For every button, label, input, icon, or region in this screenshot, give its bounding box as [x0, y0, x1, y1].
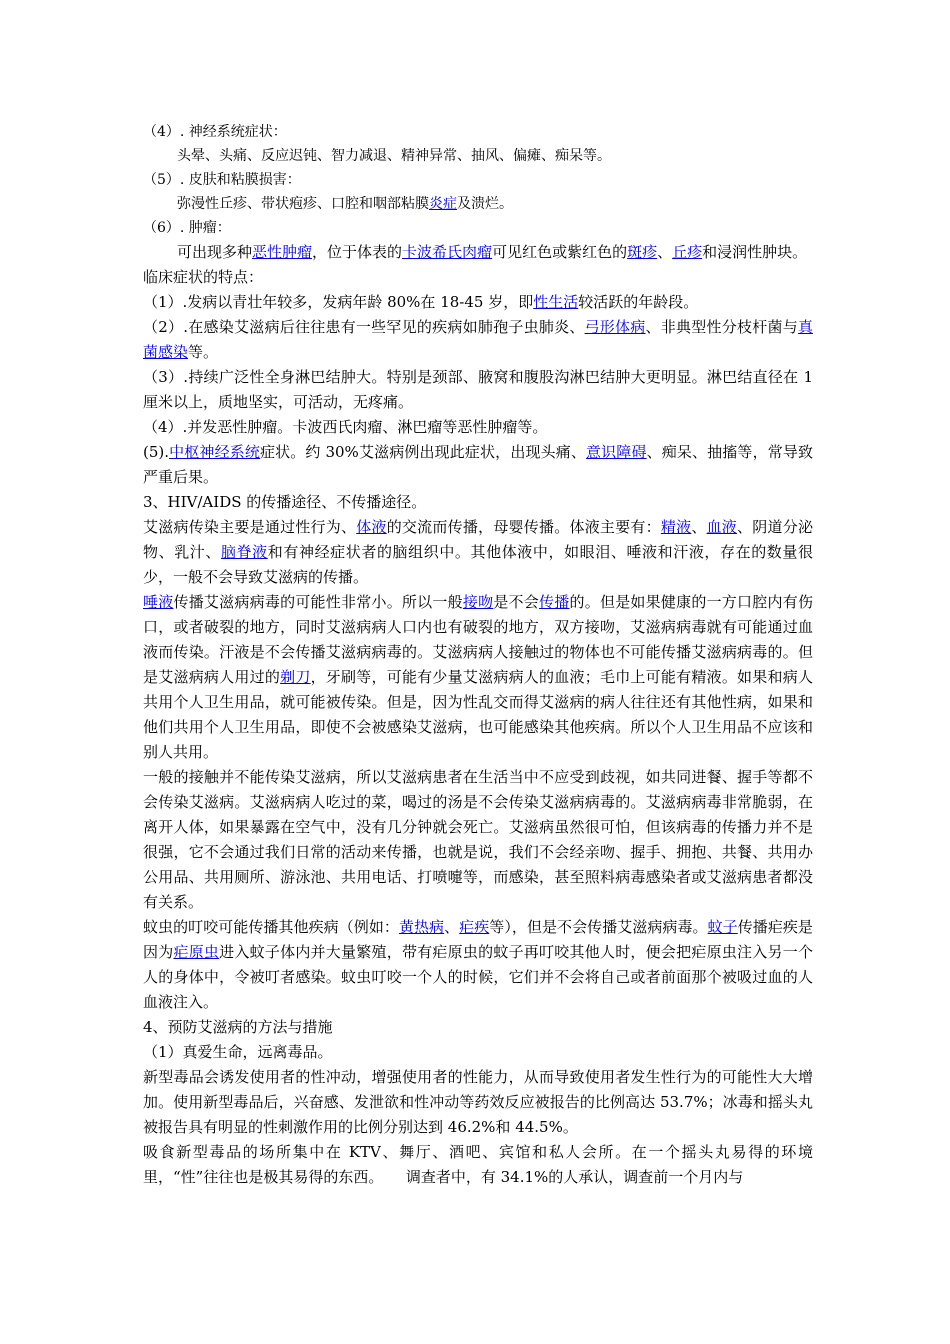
paragraph: [143, 490, 813, 515]
text-run: 头晕、头痛、反应迟钝、智力减退、精神异常、抽风、偏瘫、痴呆等。: [177, 148, 611, 164]
text-run: （3）.持续广泛性全身淋巴结肿大。特别是颈部、腋窝和腹股沟淋巴结肿大更明显。淋巴结直径在 1 厘米以上，质地坚实，可活动，无疼痛。: [143, 368, 813, 411]
text-run: 艾滋病传染主要是通过性行为、: [143, 518, 357, 536]
text-run: 3、HIV/AIDS 的传播途径、不传播途径。: [143, 493, 427, 511]
hyperlink[interactable]: 丘疹: [672, 243, 703, 261]
paragraph: [143, 1040, 813, 1065]
hyperlink[interactable]: 疟原虫: [173, 943, 220, 961]
hyperlink[interactable]: 恶性肿瘤: [252, 243, 313, 261]
hyperlink[interactable]: 剃刀: [280, 668, 311, 686]
paragraph: [143, 315, 813, 365]
text-run: 、非典型性分枝杆菌与: [645, 318, 798, 336]
hyperlink[interactable]: 卡波希氏肉瘤: [402, 243, 493, 261]
paragraph: [143, 168, 813, 192]
text-run: 、阴道分泌物、乳汁、: [143, 518, 813, 561]
text-run: 蚊虫的叮咬可能传播其他疾病（例如：: [143, 918, 399, 936]
paragraph: [143, 240, 813, 265]
text-run: 吸食新型毒品的场所集中在 KTV、舞厅、酒吧、宾馆和私人会所。在一个摇头丸易得的环境里，“性”往往也是极其易得的东西。 调查者中，有 34.1%的人承认，调查前一个月内与: [143, 1143, 813, 1186]
hyperlink[interactable]: 斑疹: [627, 243, 658, 261]
text-run: （1）.发病以青壮年较多，发病年龄 80%在 18-45 岁，即: [143, 293, 534, 311]
paragraph: [143, 440, 813, 490]
text-run: (5).: [143, 443, 170, 461]
hyperlink[interactable]: 接吻: [462, 593, 494, 611]
text-run: 和有神经症状者的脑组织中。其他体液中，如眼泪、唾液和汗液，存在的数量很少，一般不会导致艾滋病的传播。: [143, 543, 813, 586]
hyperlink[interactable]: 体液: [356, 518, 387, 536]
hyperlink[interactable]: 炎症: [429, 196, 457, 212]
text-run: （2）.在感染艾滋病后往往患有一些罕见的疾病如肺孢子虫肺炎、: [143, 318, 585, 336]
text-run: （5）. 皮肤和粘膜损害：: [143, 172, 301, 188]
paragraph: [143, 120, 813, 144]
text-run: （1）真爱生命，远离毒品。: [143, 1043, 333, 1061]
paragraph: [143, 1065, 813, 1140]
text-run: 较活跃的年龄段。: [578, 293, 699, 311]
text-run: 是不会: [493, 593, 540, 611]
hyperlink[interactable]: 真菌感染: [143, 318, 813, 361]
paragraph: [143, 1015, 813, 1040]
text-run: 传播疟疾是因为: [143, 918, 813, 961]
hyperlink[interactable]: 血液: [706, 518, 738, 536]
document-body: [143, 120, 813, 1190]
text-run: 症状。约 30%艾滋病例出现此症状，出现头痛、: [260, 443, 587, 461]
text-run: 弥漫性丘疹、带状疱疹、口腔和咽部粘膜: [177, 196, 429, 212]
hyperlink[interactable]: 传播: [539, 593, 570, 611]
text-run: 可见红色或紫红色的: [492, 243, 628, 261]
text-run: 一般的接触并不能传染艾滋病，所以艾滋病患者在生活当中不应受到歧视，如共同进餐、握手等都不会传染艾滋病。艾滋病病人吃过的菜，喝过的汤是不会传染艾滋病病毒的。艾滋病病毒非常脆弱，在离开人体，如果暴露在空气中，没有几分钟就会死亡。艾滋病虽然很可怕，但该病毒的传播力并不是很强，它不会通过我们日常的活动来传播，也就是说，我们不会经亲吻、握手、拥抱、共餐、共用办公用品、共用厕所、游泳池、共用电话、打喷嚏等，而感染，甚至照料病毒感染者或艾滋病患者都没有关系。: [143, 768, 813, 911]
text-run: 及溃烂。: [457, 196, 513, 212]
paragraph: [143, 216, 813, 240]
paragraph: [143, 1140, 813, 1190]
hyperlink[interactable]: 精液: [660, 518, 692, 536]
paragraph: [143, 915, 813, 1015]
text-run: ，牙刷等，可能有少量艾滋病病人的血液；毛巾上可能有精液。如果和病人共用个人卫生用品，就可能被传染。但是，因为性乱交而得艾滋病的病人往往还有其他性病，如果和他们共用个人卫生用品，即使不会被感染艾滋病，也可能感染其他疾病。所以个人卫生用品不应该和别人共用。: [143, 668, 813, 761]
text-run: 进入蚊子体内并大量繁殖，带有疟原虫的蚊子再叮咬其他人时，便会把疟原虫注入另一个人的身体中，令被叮者感染。蚊虫叮咬一个人的时候，它们并不会将自己或者前面那个被吸过血的人血液注入。: [143, 943, 813, 1011]
paragraph: [143, 415, 813, 440]
text-run: 、痴呆、抽搐等，常导致严重后果。: [143, 443, 813, 486]
text-run: 等），但是不会传播艾滋病病毒。: [489, 918, 708, 936]
text-run: 、: [691, 518, 707, 536]
text-run: 、: [444, 918, 460, 936]
paragraph: [143, 290, 813, 315]
text-run: 等。: [188, 343, 219, 361]
text-run: 4、预防艾滋病的方法与措施: [143, 1018, 333, 1036]
text-run: 临床症状的特点：: [143, 268, 264, 286]
hyperlink[interactable]: 弓形体病: [584, 318, 646, 336]
hyperlink[interactable]: 蚊子: [707, 918, 738, 936]
text-run: 和浸润性肿块。: [702, 243, 808, 261]
hyperlink[interactable]: 中枢神经系统: [169, 443, 260, 461]
paragraph: [143, 515, 813, 590]
text-run: ，位于体表的: [312, 243, 403, 261]
text-run: （4）.并发恶性肿瘤。卡波西氏肉瘤、淋巴瘤等恶性肿瘤等。: [143, 418, 548, 436]
hyperlink[interactable]: 唾液: [143, 593, 174, 611]
text-run: 的。但是如果健康的一方口腔内有伤口，或者破裂的地方，同时艾滋病病人口内也有破裂的地方，双方接吻，艾滋病病毒就有可能通过血液而传染。汗液是不会传播艾滋病病毒的。艾滋病病人接触过的物体也不可能传播艾滋病病毒的。但是艾滋病病人用过的: [143, 593, 813, 686]
text-run: 新型毒品会诱发使用者的性冲动，增强使用者的性能力，从而导致使用者发生性行为的可能性大大增加。使用新型毒品后，兴奋感、发泄欲和性冲动等药效反应被报告的比例高达 53.7%；冰毒和摇头丸被报告具有明显的性刺激作用的比例分别达到 46.2%和 44.5%。: [143, 1068, 813, 1136]
hyperlink[interactable]: 黄热病: [398, 918, 445, 936]
paragraph: [143, 192, 813, 216]
text-run: 、: [657, 243, 673, 261]
text-run: （4）. 神经系统症状：: [143, 124, 287, 140]
paragraph: [143, 144, 813, 168]
paragraph: [143, 590, 813, 765]
hyperlink[interactable]: 性生活: [533, 293, 579, 311]
text-run: 的交流而传播，母婴传播。体液主要有：: [386, 518, 661, 536]
paragraph: [143, 365, 813, 415]
text-run: （6）. 肿瘤：: [143, 220, 231, 236]
paragraph: [143, 265, 813, 290]
paragraph: [143, 765, 813, 915]
text-run: 可出现多种: [177, 243, 253, 261]
hyperlink[interactable]: 疟疾: [459, 918, 490, 936]
hyperlink[interactable]: 脑脊液: [220, 543, 268, 561]
hyperlink[interactable]: 意识障碍: [586, 443, 647, 461]
text-run: 传播艾滋病病毒的可能性非常小。所以一般: [173, 593, 463, 611]
